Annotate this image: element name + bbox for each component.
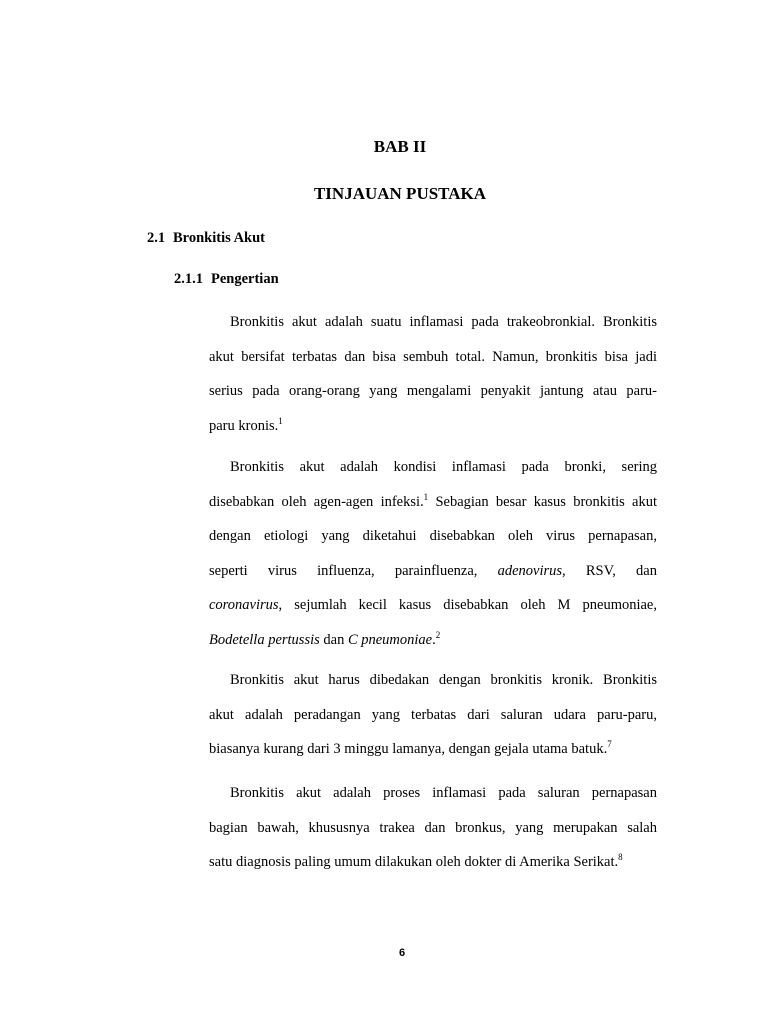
citation-ref: 2 [435, 629, 441, 640]
paragraph-line [209, 732, 657, 767]
line-text: , RSV, dan [562, 562, 657, 579]
paragraph-line: serius pada orang-orang yang mengalami penyakit jantung atau paru- [209, 383, 657, 399]
paragraph-line: akut bersifat terbatas dan bisa sembuh total. Namun, bronkitis bisa jadi [209, 348, 657, 365]
paragraph-line: akut adalah peradangan yang terbatas dari saluran udara paru-paru, [209, 706, 657, 723]
line-text: biasanya kurang dari 3 minggu lamanya, dengan gejala utama batuk. [209, 741, 608, 757]
paragraph-4 [209, 776, 657, 880]
chapter-title: TINJAUAN PUSTAKA [313, 184, 487, 203]
line-text: . [432, 631, 436, 648]
paragraph-line: Bronkitis akut harus dibedakan dengan bronkitis kronik. Bronkitis [230, 672, 657, 688]
paragraph-line: Bronkitis akut adalah suatu inflamasi pada trakeobronkial. Bronkitis [230, 314, 657, 330]
paragraph-line [209, 554, 657, 589]
citation-ref: 7 [607, 739, 612, 749]
page-number: 6 [398, 947, 406, 959]
subsection-heading [174, 271, 279, 288]
paragraph-line [209, 845, 657, 880]
paragraph-line [209, 623, 657, 658]
citation-ref: 1 [423, 491, 429, 502]
chapter-heading: BAB II [373, 137, 427, 156]
section-heading [147, 230, 265, 247]
line-text: dan [319, 631, 348, 648]
citation-ref: 8 [618, 852, 623, 862]
section-title: Bronkitis Akut [173, 230, 266, 246]
italic-term: C pneumoniae [347, 631, 433, 648]
line-text: , sejumlah kecil kasus disebabkan oleh M pneumoniae, [278, 597, 657, 613]
paragraph-line [209, 409, 657, 444]
paragraph-line [209, 588, 657, 623]
subsection-title: Pengertian [211, 271, 279, 287]
subsection-number: 2.1.1 [174, 271, 203, 287]
line-text: Sebagian besar kasus bronkitis akut [428, 493, 657, 510]
line-text: paru kronis. [209, 417, 279, 434]
italic-term: coronavirus [209, 597, 279, 613]
paragraph-line: Bronkitis akut adalah proses inflamasi pada saluran pernapasan [230, 785, 657, 801]
line-text: satu diagnosis paling umum dilakukan oleh dokter di Amerika Serikat. [209, 854, 619, 870]
paragraph-3 [209, 663, 657, 767]
line-text: disebabkan oleh agen-agen infeksi. [209, 493, 424, 510]
section-number: 2.1 [147, 230, 166, 246]
italic-term: Bodetella pertussis [209, 631, 320, 648]
paragraph-1 [209, 305, 657, 443]
line-text: seperti virus influenza, parainfluenza, [209, 562, 498, 579]
paragraph-line: Bronkitis akut adalah kondisi inflamasi pada bronki, sering [230, 459, 657, 475]
paragraph-2 [209, 450, 657, 657]
italic-term: adenovirus [497, 562, 563, 579]
citation-ref: 1 [278, 415, 283, 426]
paragraph-line: bagian bawah, khususnya trakea dan bronkus, yang merupakan salah [209, 819, 657, 836]
paragraph-line [209, 485, 657, 520]
paragraph-line: dengan etiologi yang diketahui disebabkan oleh virus pernapasan, [209, 528, 657, 544]
